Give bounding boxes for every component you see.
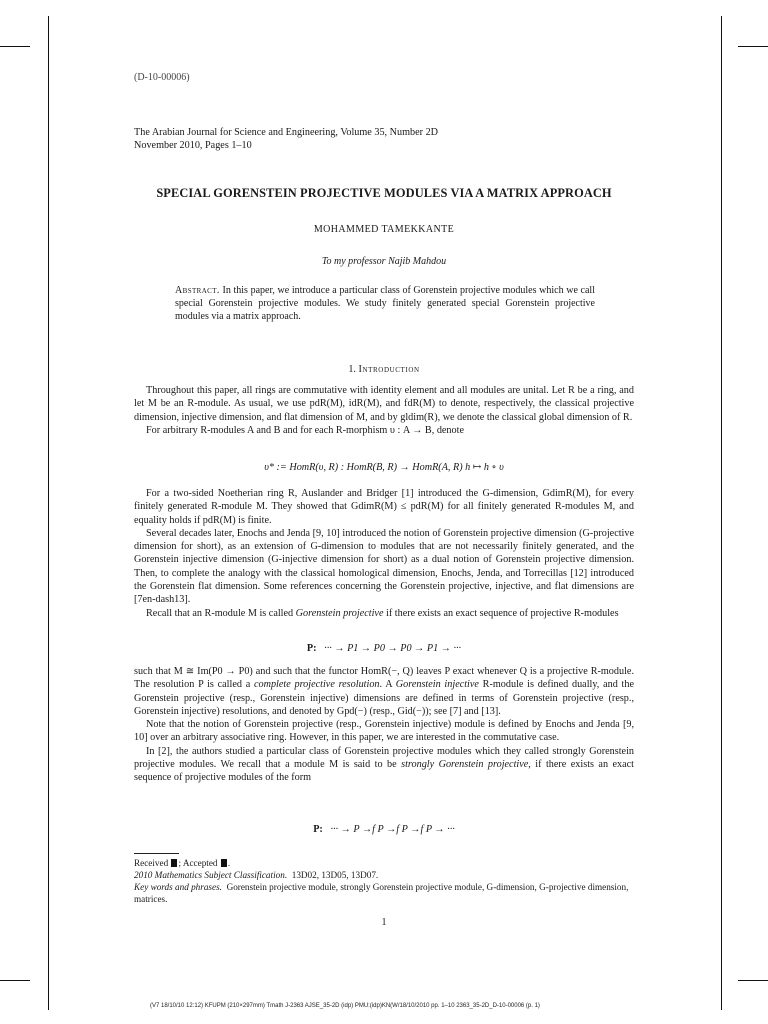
msc-label: 2010 Mathematics Subject Classification. xyxy=(134,870,288,880)
journal-line-2: November 2010, Pages 1–10 xyxy=(134,140,252,151)
equation-3-label: P: xyxy=(313,824,323,835)
crop-mark-bottom-right-h xyxy=(738,980,768,981)
accepted-label: ; Accepted xyxy=(178,858,218,868)
received-line: Received ; Accepted . xyxy=(134,858,231,868)
keywords-label: Key words and phrases. xyxy=(134,882,222,892)
p5-text-b: if there exists an exact sequence of projective R-modules xyxy=(383,607,619,619)
paragraph-5 xyxy=(134,607,634,620)
paragraph-8 xyxy=(134,745,634,785)
crop-mark-bottom-left xyxy=(48,980,49,1010)
equation-2-label: P: xyxy=(306,643,317,654)
section-number: 1. xyxy=(348,364,356,375)
crop-mark-top-right xyxy=(721,16,722,46)
crop-mark-bottom-left-h xyxy=(0,980,30,981)
placeholder-block xyxy=(221,859,227,867)
crop-mark-top-left xyxy=(48,16,49,46)
journal-line-1: The Arabian Journal for Science and Engineering, Volume 35, Number 2D xyxy=(134,127,439,138)
paragraph-6 xyxy=(134,665,634,718)
paper-title: SPECIAL GORENSTEIN PROJECTIVE MODULES VIA A MATRIX APPROACH xyxy=(156,186,612,200)
p6-text-a: such that M ≅ Im(P0 → P0) and such that the functor HomR(−, Q) leaves P exact whenever Q is a projective R-module. The resolution P is called a xyxy=(134,666,634,691)
paper-author: MOHAMMED TAMEKKANTE xyxy=(313,224,455,235)
paragraph-7: Note that the notion of Gorenstein projective (resp., Gorenstein injective) module is defined by Enochs and Jenda [9, 10] over an arbitrary associative ring. However, in this paper, we are interested in the commutative case. xyxy=(134,719,634,744)
term-strongly-gorenstein-projective: strongly Gorenstein projective xyxy=(401,759,529,771)
term-complete-projective-resolution: complete projective resolution xyxy=(253,679,380,691)
crop-mark-top-left-h xyxy=(0,46,30,47)
abstract-label: Abstract. xyxy=(175,285,220,296)
p8-text-a: In [2], the authors studied a particular class of Gorenstein projective modules which they called strongly Gorenstein projective modules. We recall that a module M is said to be xyxy=(134,745,634,771)
manuscript-id: (D-10-00006) xyxy=(134,72,190,83)
paragraph-1: Throughout this paper, all rings are commutative with identity element and all modules are unital. Let R be a ring, and let M be an R-module. As usual, we use pdR(M), idR(M), and fdR(M) to denote, respectively, the classical projective dimension, injective dimension, and flat dimension of M, and by gldim(R), we denote the classical global dimension of R. xyxy=(134,385,634,423)
crop-mark-top-right-h xyxy=(738,46,768,47)
p5-text-a: Recall that an R-module M is called xyxy=(146,607,296,619)
received-label: Received xyxy=(134,858,169,868)
page-number: 1 xyxy=(381,917,387,928)
equation-hom-dual xyxy=(134,462,634,473)
abstract xyxy=(175,284,595,324)
keywords-text: Gorenstein projective module, strongly Gorenstein projective module, G-dimension, G-projective dimension, matrices. xyxy=(134,882,629,904)
dedication: To my professor Najib Mahdou xyxy=(321,256,447,267)
p6-text-c: R-module is defined dually, and the Gorenstein projective (resp., Gorenstein injective) dimensions are defined in terms of Gorenstein projective (resp., Gorenstein injective) resolutions, and denoted by Gpd(−) (resp., Gid(−)); see [7] and [13]. xyxy=(134,679,634,717)
section-title: Introduction xyxy=(358,364,420,375)
footnote-rule xyxy=(134,853,179,854)
crop-mark-bottom-right xyxy=(721,980,722,1010)
p6-text-b: . A xyxy=(379,679,396,691)
keywords-line xyxy=(134,881,634,905)
paragraph-3: For a two-sided Noetherian ring R, Auslander and Bridger [1] introduced the G-dimension, GdimR(M), for every finitely generated R-module M. They showed that GdimR(M) ≤ pdR(M) for all finitely generated R-modules M, and equality holds if pdR(M) is finite. xyxy=(134,488,634,526)
section-heading xyxy=(0,364,768,375)
p8-text-b: , if there exists an exact sequence of projective modules of the form xyxy=(134,759,634,784)
msc-codes: 13D02, 13D05, 13D07. xyxy=(291,870,379,880)
equation-strong-resolution xyxy=(134,824,634,835)
intro-block-2 xyxy=(134,487,634,620)
term-gorenstein-projective: Gorenstein projective xyxy=(295,607,384,619)
placeholder-block xyxy=(171,859,177,867)
intro-block-1 xyxy=(134,384,634,437)
equation-complete-resolution xyxy=(134,643,634,654)
paragraph-4: Several decades later, Enochs and Jenda [9, 10] introduced the notion of Gorenstein projective dimension (G-projective dimension for short), as an extension of G-dimension to modules that are not necessarily finitely generated, and the Gorenstein injective dimension (G-injective dimension for short) as a dual notion of Gorenstein projective dimension. Then, to complete the analogy with the classical homological dimension, Enochs, Jenda, and Torrecillas [12] introduced the Gorenstein flat dimension. Some references concerning the Gorenstein projective, injective, and flat dimensions are [7en-dash13]. xyxy=(134,527,634,606)
equation-3: ··· → P →f P →f P →f P → ··· xyxy=(330,824,455,835)
footnotes xyxy=(134,857,634,905)
production-info: (V7 18/10/10 12:12) KFUPM (210×297mm) Tmath J-2363 AJSE_35-2D (idp) PMU:(idp)KN(W/18/10/2010 pp. 1–10 2363_35-2D_D-10-00006 (p. 1) xyxy=(150,1003,540,1009)
equation-1: υ* := HomR(υ, R) : HomR(B, R) → HomR(A, R) h ↦ h ∘ υ xyxy=(264,462,504,473)
equation-2: ··· → P1 → P0 → P0 → P1 → ··· xyxy=(324,643,462,654)
msc-line xyxy=(134,869,634,881)
paragraph-2: For arbitrary R-modules A and B and for each R-morphism υ : A → B, denote xyxy=(146,424,464,436)
abstract-text: In this paper, we introduce a particular class of Gorenstein projective modules which we call special Gorenstein projective modules. We study finitely generated special Gorenstein projective modules via a matrix approach. xyxy=(175,285,595,323)
journal-info xyxy=(134,126,438,152)
intro-block-3 xyxy=(134,665,634,785)
term-gorenstein-injective: Gorenstein injective xyxy=(395,679,479,691)
